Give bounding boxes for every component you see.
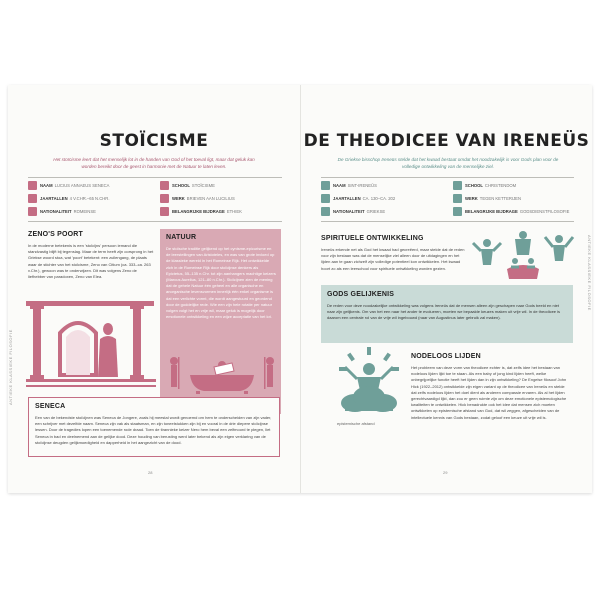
illustration-caption: epistemische afstand xyxy=(337,421,375,426)
calendar-icon xyxy=(321,194,330,203)
spiritual-text: Ireneüs erkende net als God het kwaad had gecreëerd, maar stelde dat de reden voor zijn bestaan was dat de menselijke ziel alleen door de uitdagingen en het lijden aan te gaan zichzelf zijn volledige potentieel kon ontwikkelen. Het kwaad hoort zo als een leerschool voor spirituele ontwikkeling worden gezien. xyxy=(321,247,465,271)
left-page xyxy=(8,85,300,493)
spiritual-heading: SPIRITUELE ONTWIKKELING xyxy=(321,235,424,242)
stoa-illustration xyxy=(26,295,156,395)
fact-school: SCHOOL STOÏCISME xyxy=(160,180,215,190)
fact-nationality: NATIONALITEIT GRIEKSE xyxy=(321,206,385,216)
epistemic-distance-illustration xyxy=(331,347,407,417)
fact-contribution: BELANGRIJKE BIJDRAGE ETHIEK xyxy=(160,206,242,216)
gods-box xyxy=(321,285,573,343)
book-icon xyxy=(453,194,462,203)
calendar-icon xyxy=(28,194,37,203)
gods-heading: GODS GELIJKENIS xyxy=(327,291,395,298)
lijden-heading: NODELOOS LIJDEN xyxy=(411,353,481,360)
left-page-title: STOÏCISME xyxy=(99,131,209,151)
lightbulb-icon xyxy=(453,207,462,216)
seneca-box xyxy=(28,397,280,457)
gods-text: De reden voor deze noodzakelijke ontwikkeling was volgens Ireneüs dat de mensen alleen zijn geschapen naar Gods beeld en niet naar zijn gelijkenis. Om van het een naar het ander te evolueren, moeten we bepaalde keuzes maken uit vrije wil. In de theodicee is daarom een centrale rol van de vrije wil ingebouwd (naar van Augustinus later gebruik zal maken). xyxy=(327,303,561,321)
seneca-text: Een van de bekendste stoïcijnen was Seneca de Jongere, zoals hij meestal wordt genoemd om hem te onderscheiden van zijn vader, een schrijver met dezelfde naam. Seneca zijn vak als staatsman, en zijn toneelstukken zijn bij en vooral in de drie diepere stoïcijnse lessen. Door de tragedies lopen een toenemende rode draad. Toen de tirannieke keizer Nero hem beval een zelfmoord te plegen, liet Seneca in bad en deelnemend aan de gelijke dood. Deze houding van berusting werd later bekend als zijn eigen verklaring van de stoïcijnse deugden gelijkmoedigheid en dapperheid in het aangezicht van de dood. xyxy=(35,415,272,445)
figures-illustration xyxy=(471,225,575,283)
fact-contribution: BELANGRIJKE BIJDRAGE GODSDIENSTFILOSOFIE xyxy=(453,206,569,216)
right-page xyxy=(301,85,592,493)
seneca-heading: SENECA xyxy=(35,403,66,410)
natuur-text: De stoïsche traditie gelijkend op het cynisme-epicurisme en de leerstellingen van Aristoteles, en was van grote invloed op de klassieke wereld in het Romeinse Rijk. Het ontwikkelde zich in de Romeinse Rijk door stoïcijnse denkers als Epictetus, 55–135 n.Chr. tot zijn aanhangers machtige keizers (Marcus Aurelius, 121–80 n.Chr.). Stoïcijnen zien de mening dat de gehele Natuur één geheel en alle organische en anorganische levensvormen innerlijk één enkel organisme is dat een verlichte vormt, die wordt aangestuurd en geordend door de goddelijke rede. Wie een zijn hele rotatie per natuur volgen volgt het en vrije wil, maar geluk is mogelijk door emotionele ontwikkeling en een wijze acceptatie van het lot. xyxy=(166,246,276,320)
fact-name: NAAM LUCIUS ANNAEUS SENECA xyxy=(28,180,109,190)
bath-illustration xyxy=(166,353,278,395)
fact-years: JAARTALLEN CA. 130–CA. 202 xyxy=(321,193,395,203)
fact-nationality: NATIONALITEIT ROMEINSE xyxy=(28,206,96,216)
left-page-number: 28 xyxy=(148,470,153,475)
left-divider-top xyxy=(28,177,282,178)
person-icon xyxy=(28,181,37,190)
book-spread xyxy=(8,85,592,493)
flag-icon xyxy=(28,207,37,216)
zeno-heading: ZENO'S POORT xyxy=(28,231,84,238)
flag-icon xyxy=(321,207,330,216)
lightbulb-icon xyxy=(160,207,169,216)
fact-work: WERK TEGEN KETTERIJEN xyxy=(453,193,521,203)
right-intro: De Griekse bisschop Ireneüs stelde dat het kwaad bestaat omdat het noodzakelijk is voor Gods plan voor de volledige ontwikkeling van de menselijke ziel. xyxy=(337,157,559,169)
lijden-text: Het probleem van deze vorm van theodicee echter is, dat zelfs idee het bestaan van nodeloos lijden lijkt toe te staan. Als een baby of jong kind lijden heeft, welke onbegrijpelijke functie heeft het lijden dan in zijn ontwikkeling? De Engelse filosoof John Hick (1922–2012) ontwikkelde zijn eigen variant op de theodicee van Ireneüs en stelde dat zelfs nodeloos lijden het doel dient als anderen compassie ervaren. Als al het lijden gerechtvaardigd lijkt, dan zou er geen ruimte zijn om deze emotionele epistemologische kwaliteiten te ontwikkelen. Hick benadrukte ook het idee dat mensen zich moeten ontwikkelen op epistemische afstand van God, dat wil zeggen, afgescheiden van de intellectuele kennis van Gods bestaan, zodat geloof een keuze uit vrije wil is. xyxy=(411,365,567,420)
school-icon xyxy=(160,181,169,190)
book-icon xyxy=(160,194,169,203)
right-divider-facts xyxy=(321,221,574,222)
fact-work: WERK BRIEVEN AAN LUCILIUS xyxy=(160,193,235,203)
person-icon xyxy=(321,181,330,190)
school-icon xyxy=(453,181,462,190)
left-divider-facts xyxy=(28,221,282,222)
right-side-tab: ANTIEKE KLASSIEKE FILOSOFIE xyxy=(587,235,592,311)
fact-school: SCHOOL CHRISTENDOM xyxy=(453,180,516,190)
left-side-tab: ANTIEKE KLASSIEKE FILOSOFIE xyxy=(8,329,13,405)
left-intro: Het stoïcisme leert dat het menselijk lot in de handen van God of het toeval ligt, maar dat geluk kan worden bereikt door de geest in harmonie met de Natuur te laten leven. xyxy=(53,157,255,169)
right-page-title: DE THEODICEE VAN IRENEÜS xyxy=(303,131,590,151)
fact-name: NAAM SINT-IRENEÜS xyxy=(321,180,377,190)
zeno-text: In de moderne betekenis is een 'stoïcijns' persoon iemand die standvastig blijft bij tegenslag. Maar de term heeft zijn oorsprong in het Griekse woord stoa, wat 'poort' betekent: een zuilengang, de plaats waar de stichter van het stoïcisme, Zeno van Citium (ca. 333–ca. 263 v.Chr.), gewoon was te onderwijzen. Dit was volgens Zeno de liefhebber van paradoxen, Zeno van Elea. xyxy=(28,243,154,279)
right-divider-top xyxy=(321,177,574,178)
fact-years: JAARTALLEN 4 V.CHR.–65 N.CHR. xyxy=(28,193,109,203)
right-page-number: 29 xyxy=(443,470,448,475)
natuur-heading: NATUUR xyxy=(166,234,197,241)
